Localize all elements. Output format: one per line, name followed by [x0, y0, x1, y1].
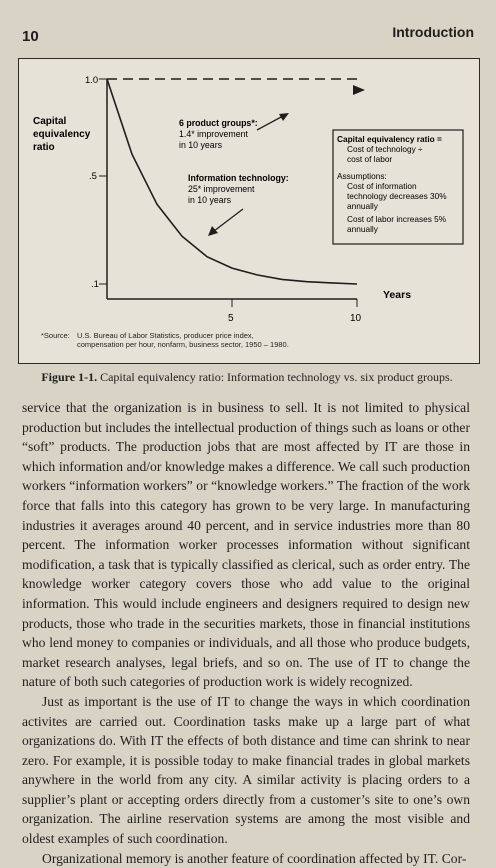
chart-svg	[19, 59, 479, 363]
y-axis-label-line: ratio	[33, 142, 55, 153]
assumption-line: Assumptions:	[337, 171, 387, 181]
figure-caption	[22, 370, 472, 385]
caption-text: Capital equivalency ratio: Information technology vs. six product groups.	[97, 370, 453, 384]
running-head: Introduction	[392, 24, 474, 40]
it-annotation	[188, 173, 291, 205]
annotation-line: in 10 years	[188, 195, 232, 205]
dashed-line-arrowhead	[353, 85, 365, 95]
annotation-arrow	[214, 209, 243, 231]
annotation-line: 6 product groups*:	[179, 118, 258, 128]
figure-panel	[18, 58, 480, 364]
assumption-line: technology decreases 30%	[347, 191, 447, 201]
page-number: 10	[22, 28, 39, 45]
annotation-line: in 10 years	[179, 140, 223, 150]
paragraph: Just as important is the use of IT to change the ways in which coordination activites are carried out. Coordination tasks make up a large part of what organizations do. With IT the effects of both distance and time can shrink to near zero. For example, it is possible today to make financial trades in global markets anywhere in the world from any city. A similar activity is placing orders to a supplier’s plant or accepting orders directly from a customer’s site to one’s own organization. The airline reservation systems are among the most visible and oldest examples of such coordination.	[22, 693, 470, 847]
source-line: U.S. Bureau of Labor Statistics, producer price index,	[77, 331, 254, 340]
y-axis-label-line: equivalency	[33, 129, 91, 140]
assumption-line: Cost of information	[347, 181, 417, 191]
assumption-line: annually	[347, 224, 378, 234]
y-axis-label	[33, 116, 93, 153]
source-line: compensation per hour, nonfarm, business sector, 1950 – 1980.	[77, 340, 289, 349]
assumption-line: annually	[347, 201, 378, 211]
x-tick-label: 5	[228, 313, 234, 324]
annotation-line: Information technology:	[188, 173, 289, 183]
definition-line: cost of labor	[347, 154, 393, 164]
assumption-line: Cost of labor increases 5%	[347, 214, 447, 224]
annotation-arrow	[257, 116, 283, 130]
definition-line: Capital equivalency ratio =	[337, 134, 442, 144]
definition-line: Cost of technology ÷	[347, 144, 423, 154]
paragraph: service that the organization is in business to sell. It is not limited to physical production but includes the intellectual production of things such as loans or other “soft” products. The production jobs that are most affected by IT are those in which information and/or knowledge makes a difference. We call such production workers “information workers” or “knowledge workers.” The fraction of the work force that falls into this category has grown to be very large. In manufacturing industries it averages around 40 percent, and in service industries more than 80 percent. The information worker processes information without significant modification, a task that is typically classified as clerical, such as order entry. The knowledge worker category covers those who add value to the original information. This would include engineers and designers required to design new products, those who trade in the securities markets, those in financial institutions who lend money to companies or individuals, and all those who produce budgets, market research analyses, legal briefs, and so on. The use of IT to change the nature of both such categories of production work is widely recognized.	[22, 400, 470, 690]
page-header	[0, 0, 496, 50]
source-note	[41, 331, 461, 349]
annotation-arrowhead	[208, 226, 218, 236]
product-groups-annotation	[179, 118, 260, 150]
caption-label: Figure 1-1.	[41, 370, 98, 384]
source-label: *Source:	[41, 331, 70, 340]
x-tick-label: 10	[350, 313, 362, 324]
y-tick-label: 1.0	[85, 75, 99, 86]
body-text	[22, 398, 470, 868]
paragraph: Organizational memory is another feature of coordination affected by IT. Cor-	[42, 850, 467, 866]
annotation-line: 25* improvement	[188, 184, 255, 194]
y-axis-label-line: Capital	[33, 116, 67, 127]
y-tick-label: .1	[91, 279, 99, 290]
annotation-line: 1.4* improvement	[179, 129, 248, 139]
y-tick-label: .5	[89, 171, 97, 182]
x-axis-label: Years	[383, 289, 412, 301]
